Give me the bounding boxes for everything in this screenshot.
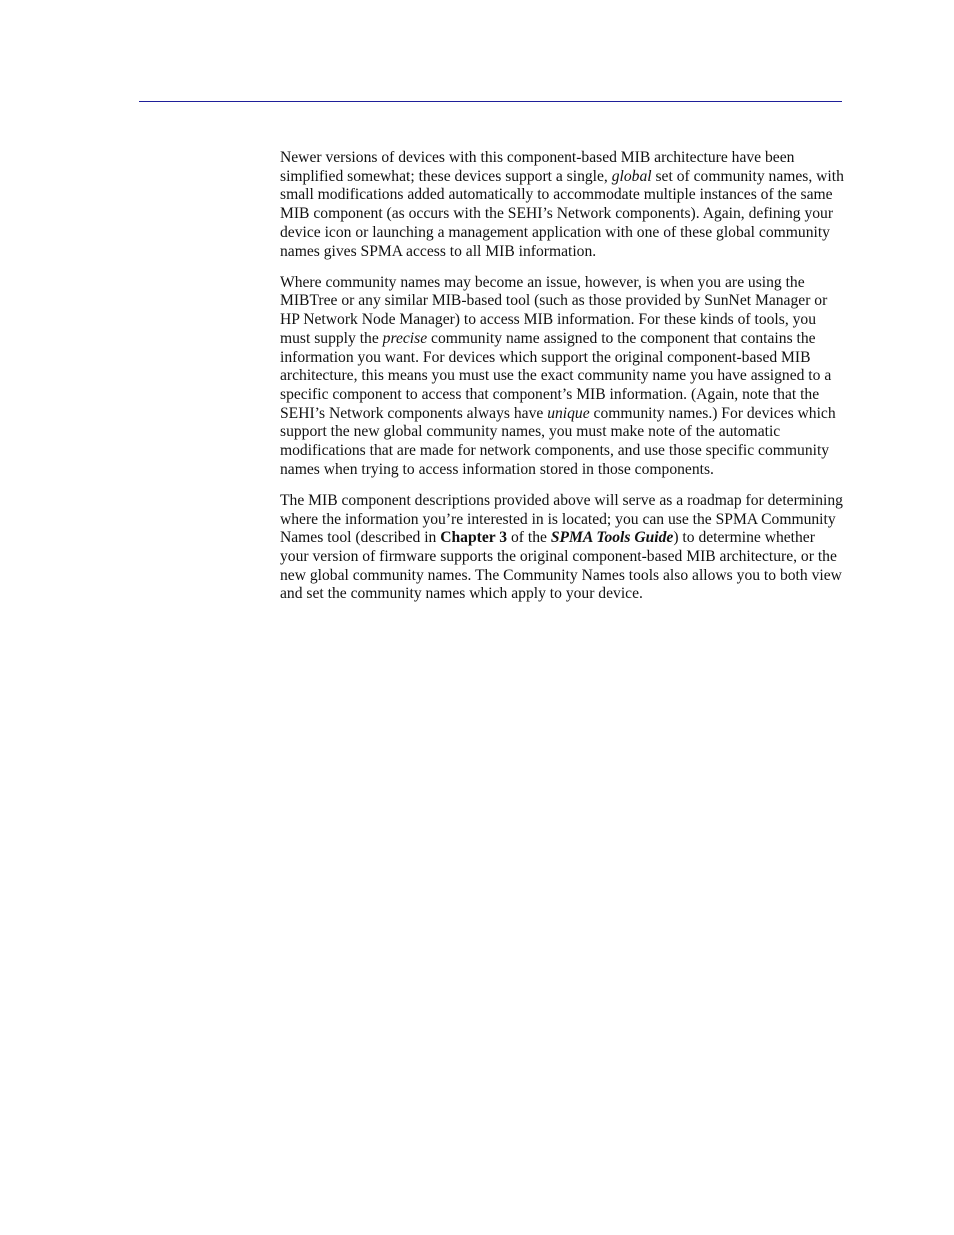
emphasis-precise: precise bbox=[382, 329, 428, 347]
text-run: Where community names may become an issue, however, is when you are using the MIBTree or any similar MIB-based tool (such as those provided by SunNet Manager or HP Network Node Manager) to access MIB information. For these kinds of tools, you must supply the bbox=[280, 273, 828, 347]
guide-title-text: SPMA Tools Guide bbox=[550, 529, 674, 547]
paragraph-global-community-names bbox=[280, 149, 846, 261]
text-run: community names.) For devices which support the new global community names, you must make note of the automatic modifications that are made for network components, and use those specific community names when trying to access information stored in those components. bbox=[280, 404, 836, 478]
text-run: Newer versions of devices with this component-based MIB architecture have been simplified somewhat; these devices support a single, bbox=[280, 149, 795, 185]
text-run: The MIB component descriptions provided above will serve as a roadmap for determining where the information you’re interested in is located; you can use the SPMA Community Names tool (described in bbox=[280, 491, 843, 547]
header-rule bbox=[139, 101, 842, 102]
emphasis-unique: unique bbox=[547, 404, 590, 422]
guide-title bbox=[551, 529, 673, 546]
text-run: set of community names, with small modifications added automatically to accommodate multiple instances of the same MIB component (as occurs with the SEHI’s Network components). Again, defining your device icon or launching a management application with one of these global community names gives SPMA access to all MIB information. bbox=[280, 167, 844, 260]
text-run: community name assigned to the component that contains the information you want. For devices which support the original component-based MIB architecture, this means you must use the exact community name you have assigned to a specific component to access that component’s MIB information. (Again, note that the SEHI’s Network components always have bbox=[280, 329, 832, 422]
paragraph-mib-tools bbox=[280, 274, 846, 480]
text-run: ) to determine whether your version of firmware supports the original component-based MIB architecture, or the new global community names. The Community Names tools also allows you to both view and set the community names which apply to your device. bbox=[280, 529, 842, 603]
text-run: of the bbox=[507, 529, 551, 547]
chapter-reference: Chapter 3 bbox=[440, 529, 508, 547]
body-text bbox=[280, 149, 846, 617]
paragraph-roadmap bbox=[280, 492, 846, 604]
emphasis-global: global bbox=[611, 167, 652, 185]
